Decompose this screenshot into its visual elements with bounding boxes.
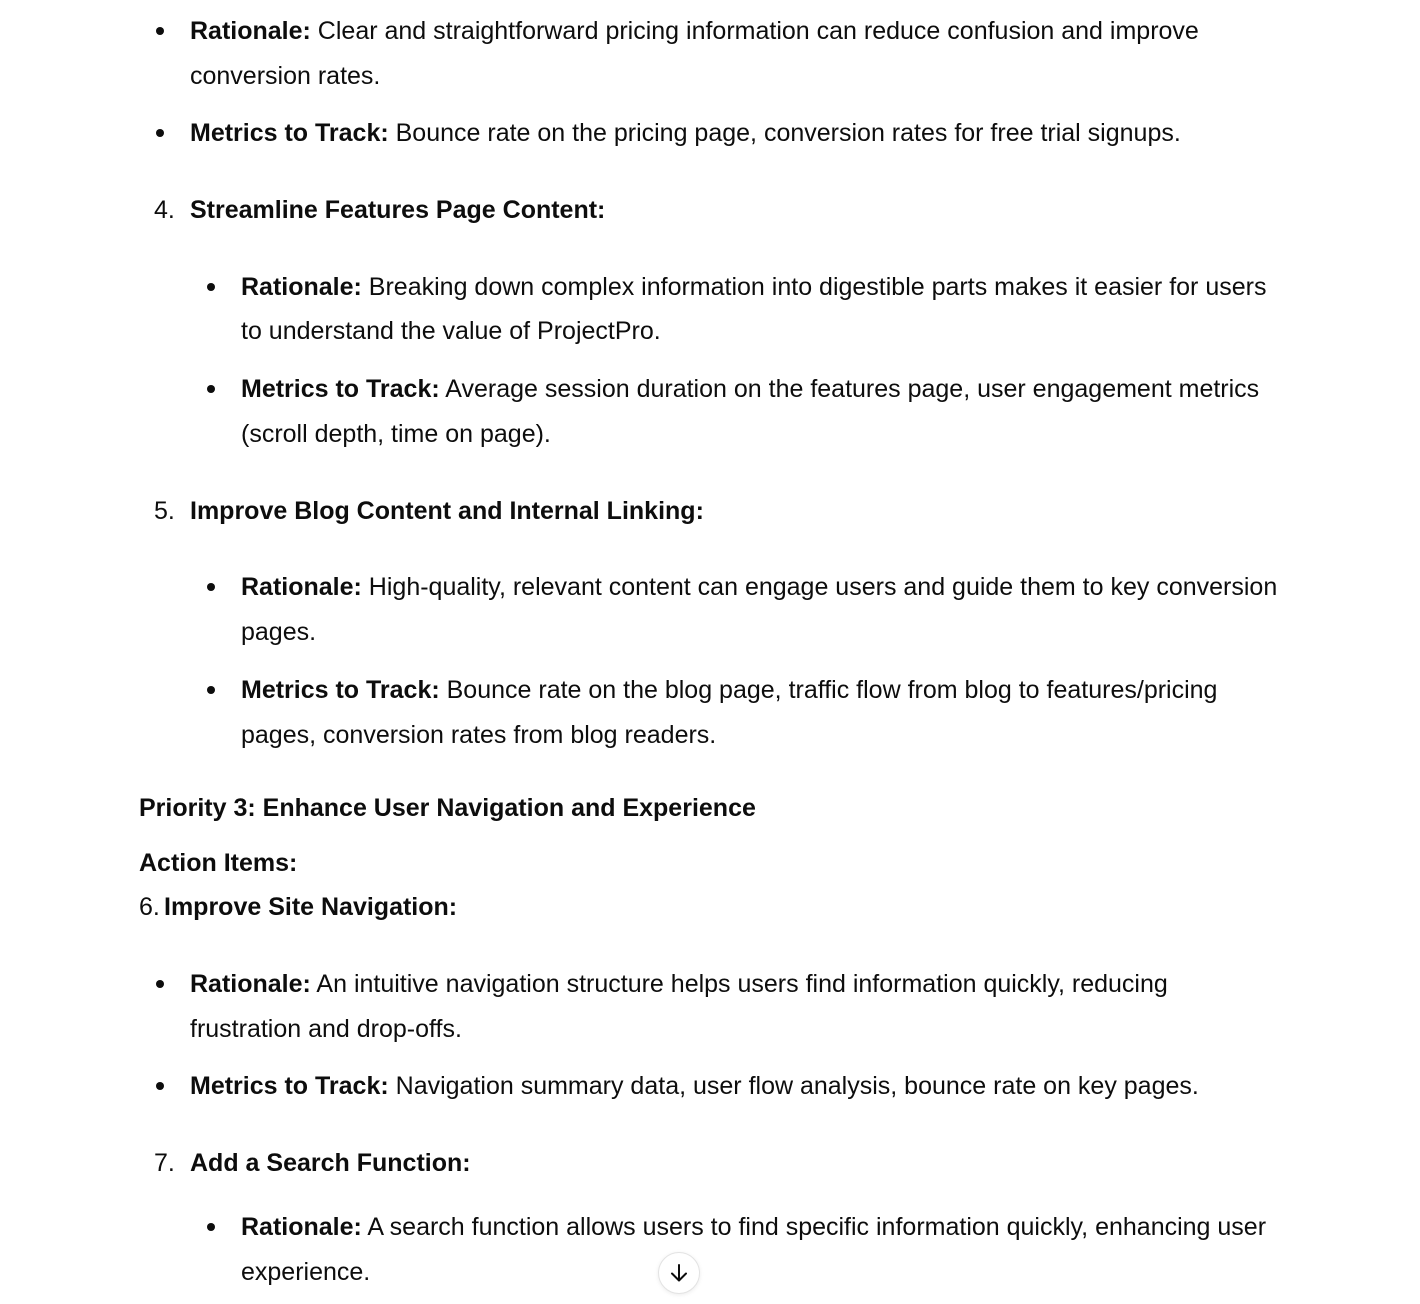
- list-item: Metrics to Track: Average session duration on the features page, user engagement metrics: [241, 375, 1260, 403]
- list-item: Rationale: High-quality, relevant content can engage users and guide them to key conversion: [241, 573, 1278, 601]
- scroll-to-bottom-button[interactable]: [658, 1252, 700, 1294]
- list-number: 4.: [154, 196, 175, 224]
- list-number: 7.: [154, 1149, 175, 1177]
- bullet-icon: [156, 1082, 164, 1090]
- list-item: Rationale: A search function allows users to find specific information quickly, enhancing user: [241, 1213, 1267, 1241]
- subheading: Action Items:: [139, 849, 298, 877]
- list-item-continuation: pages.: [241, 618, 317, 646]
- section-heading: Priority 3: Enhance User Navigation and Experience: [139, 794, 756, 822]
- list-item-title: Streamline Features Page Content:: [190, 196, 606, 224]
- bullet-icon: [156, 129, 164, 137]
- list-number: 5.: [154, 497, 175, 525]
- list-item-continuation: (scroll depth, time on page).: [241, 420, 551, 448]
- list-item-title: Improve Blog Content and Internal Linking:: [190, 497, 704, 525]
- list-item: Metrics to Track: Bounce rate on the blog page, traffic flow from blog to features/pricing: [241, 676, 1218, 704]
- list-item: Rationale: An intuitive navigation structure helps users find information quickly, reducing: [190, 970, 1168, 998]
- list-item-continuation: conversion rates.: [190, 62, 381, 90]
- list-item-continuation: frustration and drop-offs.: [190, 1015, 462, 1043]
- bullet-icon: [156, 27, 164, 35]
- list-item-continuation: pages, conversion rates from blog readers.: [241, 721, 717, 749]
- list-number: 6.: [139, 893, 160, 921]
- list-item-continuation: experience.: [241, 1258, 371, 1286]
- bullet-icon: [207, 686, 215, 694]
- bullet-icon: [207, 385, 215, 393]
- bullet-icon: [207, 1223, 215, 1231]
- list-item-continuation: to understand the value of ProjectPro.: [241, 317, 661, 345]
- list-item: Metrics to Track: Navigation summary data, user flow analysis, bounce rate on key pages.: [190, 1072, 1199, 1100]
- list-item-title: Add a Search Function:: [190, 1149, 471, 1177]
- list-item: Metrics to Track: Bounce rate on the pricing page, conversion rates for free trial signups.: [190, 119, 1181, 147]
- list-item-title: Improve Site Navigation:: [164, 893, 458, 921]
- list-item: Rationale: Breaking down complex information into digestible parts makes it easier for users: [241, 273, 1267, 301]
- bullet-icon: [207, 583, 215, 591]
- list-item: Rationale: Clear and straightforward pricing information can reduce confusion and improve: [190, 17, 1199, 45]
- arrow-down-icon: [668, 1262, 690, 1284]
- bullet-icon: [156, 980, 164, 988]
- bullet-icon: [207, 283, 215, 291]
